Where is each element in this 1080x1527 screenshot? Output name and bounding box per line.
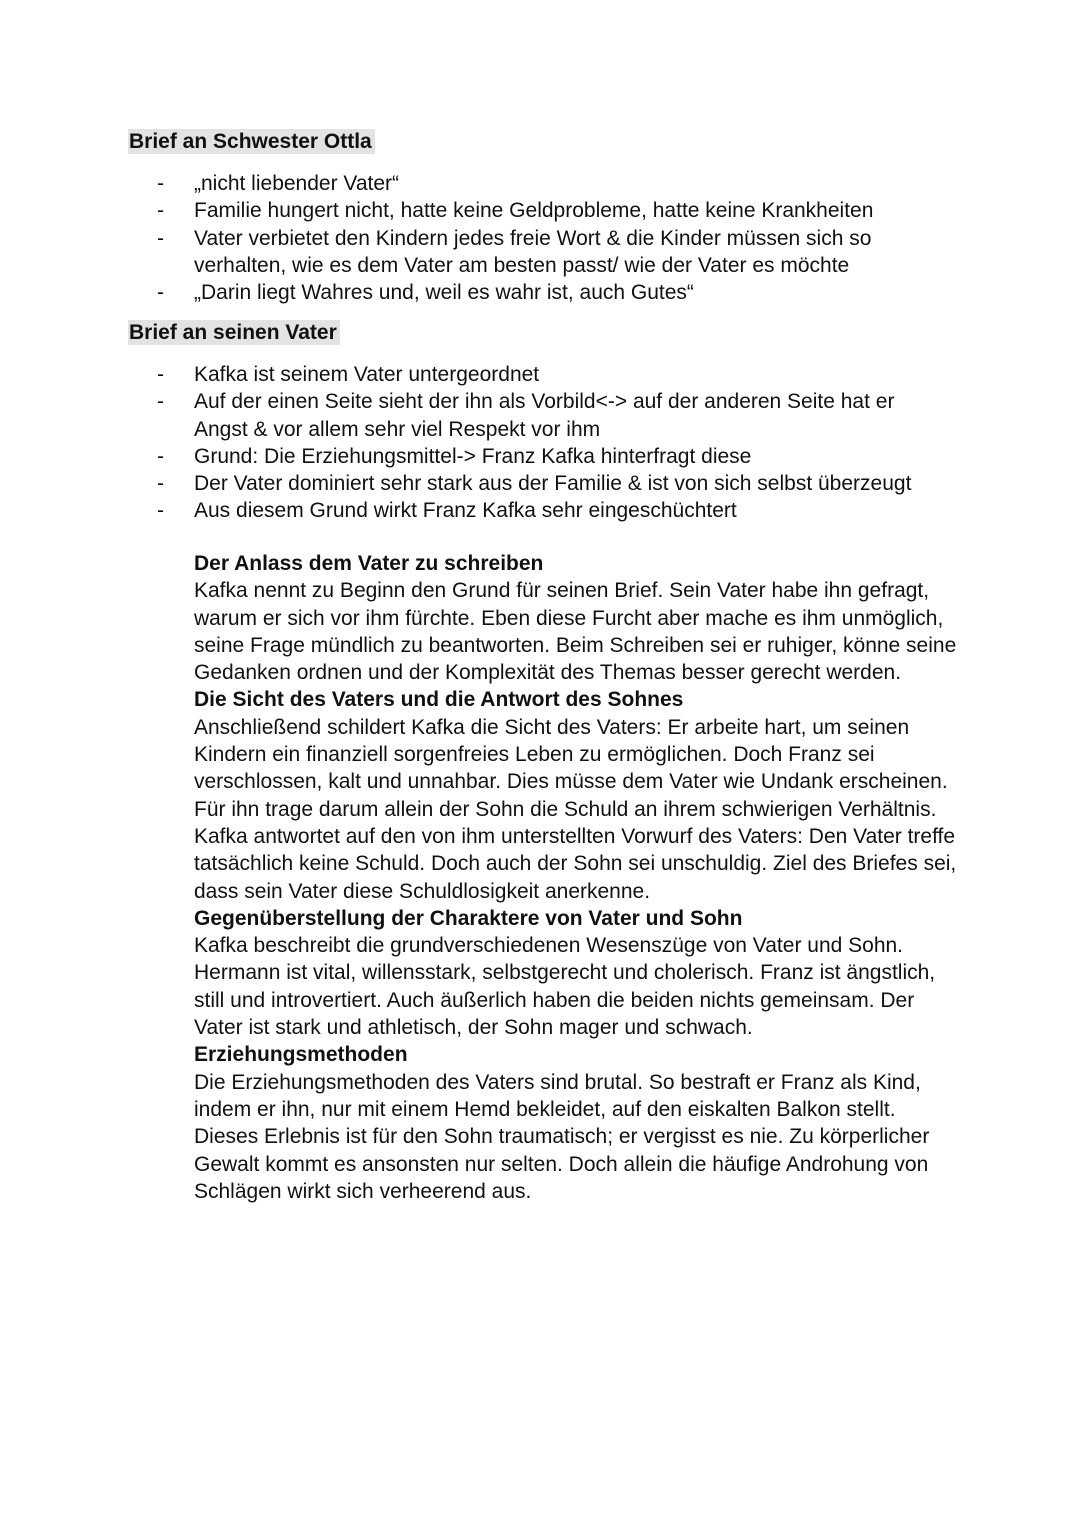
heading-brief-an-seinen-vater: Brief an seinen Vater [128,320,340,345]
subsection-title-anlass: Der Anlass dem Vater zu schreiben [194,552,544,575]
dash-bullet-icon: - [157,472,164,496]
list-item [150,279,950,306]
subsection-text-anlass: Kafka nennt zu Beginn den Grund für seinen Brief. Sein Vater habe ihn gefragt, warum er sich vor ihm fürchte. Eben diese Furcht aber mache es ihm unmöglich, seine Frage mündlich zu beantworten. Beim Schreiben sei er ruhiger, könne seine Gedanken ordnen und der Komplexität des Themas besser gerecht werden. [194,579,957,685]
subsection-title-sicht-des-vaters: Die Sicht des Vaters und die Antwort des Sohnes [194,688,684,712]
dash-bullet-icon: - [157,199,164,223]
subsection-text-erziehungsmethoden: Die Erziehungsmethoden des Vaters sind brutal. So bestraft er Franz als Kind, indem er ihn, nur mit einem Hemd bekleidet, auf den eiskalten Balkon stellt. Dieses Erlebnis ist für den Sohn traumatisch; er vergisst es nie. Zu körperlicher Gewalt kommt es ansonsten nur selten. Doch allein die häufige Androhung von Schlägen wirkt sich verheerend aus. [194,1070,930,1203]
list-item-text: Der Vater dominiert sehr stark aus der Familie & ist von sich selbst überzeugt [194,472,912,496]
list-item [150,443,950,470]
list-item-text: Auf der einen Seite sieht der ihn als Vorbild<-> auf der anderen Seite hat er Angst & vor allem sehr viel Respekt vor ihm [194,390,895,441]
list-item [150,170,950,197]
bullet-list-vater [150,361,950,525]
list-item [150,470,950,497]
list-item-text: Aus diesem Grund wirkt Franz Kafka sehr eingeschüchtert [194,499,737,523]
dash-bullet-icon: - [157,281,164,305]
list-item [150,497,950,524]
bullet-list-ottla [150,170,950,306]
list-item-text: „nicht liebender Vater“ [194,172,400,195]
subsection-text-charaktere: Kafka beschreibt die grundverschiedenen Wesenszüge von Vater und Sohn. Hermann ist vital, willensstark, selbstgerecht und cholerisch. Franz ist ängstlich, still und introvertiert. Auch äußerlich haben die beiden nichts gemeinsam. Der Vater ist stark und athletisch, der Sohn mager und schwach. [194,934,936,1040]
dash-bullet-icon: - [157,172,164,195]
dash-bullet-icon: - [157,363,164,386]
analysis-body [194,550,964,1205]
subsection-title-charaktere: Gegenüberstellung der Charaktere von Vater und Sohn [194,906,743,930]
heading-brief-an-schwester-ottla: Brief an Schwester Ottla [128,129,375,154]
list-item-text: Vater verbietet den Kindern jedes freie Wort & die Kinder müssen sich so verhalten, wie es dem Vater am besten passt/ wie der Vater es möchte [194,226,872,277]
subsection-text-sicht-des-vaters: Anschließend schildert Kafka die Sicht des Vaters: Er arbeite hart, um seinen Kindern ein finanziell sorgenfreies Leben zu ermöglichen. Doch Franz sei verschlossen, kalt und unnahbar. Dies müsse dem Vater wie Undank erscheinen. Für ihn trage darum allein der Sohn die Schuld an ihrem schwierigen Verhältnis. Kafka antwortet auf den von ihm unterstellten Vorwurf des Vaters: Den Vater treffe tatsächlich keine Schuld. Doch auch der Sohn sei unschuldig. Ziel des Briefes sei, dass sein Vater diese Schuldlosigkeit anerkenne. [194,715,957,903]
subsection-title-erziehungsmethoden: Erziehungsmethoden [194,1043,408,1067]
dash-bullet-icon: - [157,444,164,468]
list-item [150,388,950,443]
list-item [150,361,950,388]
list-item-text: Grund: Die Erziehungsmittel-> Franz Kafka hinterfragt diese [194,444,752,468]
list-item-text: „Darin liegt Wahres und, weil es wahr ist, auch Gutes“ [194,281,694,305]
list-item [150,197,950,224]
dash-bullet-icon: - [157,499,164,523]
list-item-text: Familie hungert nicht, hatte keine Geldprobleme, hatte keine Krankheiten [194,199,874,223]
dash-bullet-icon: - [157,226,164,250]
list-item [150,225,950,280]
list-item-text: Kafka ist seinem Vater untergeordnet [194,363,540,386]
dash-bullet-icon: - [157,390,164,414]
